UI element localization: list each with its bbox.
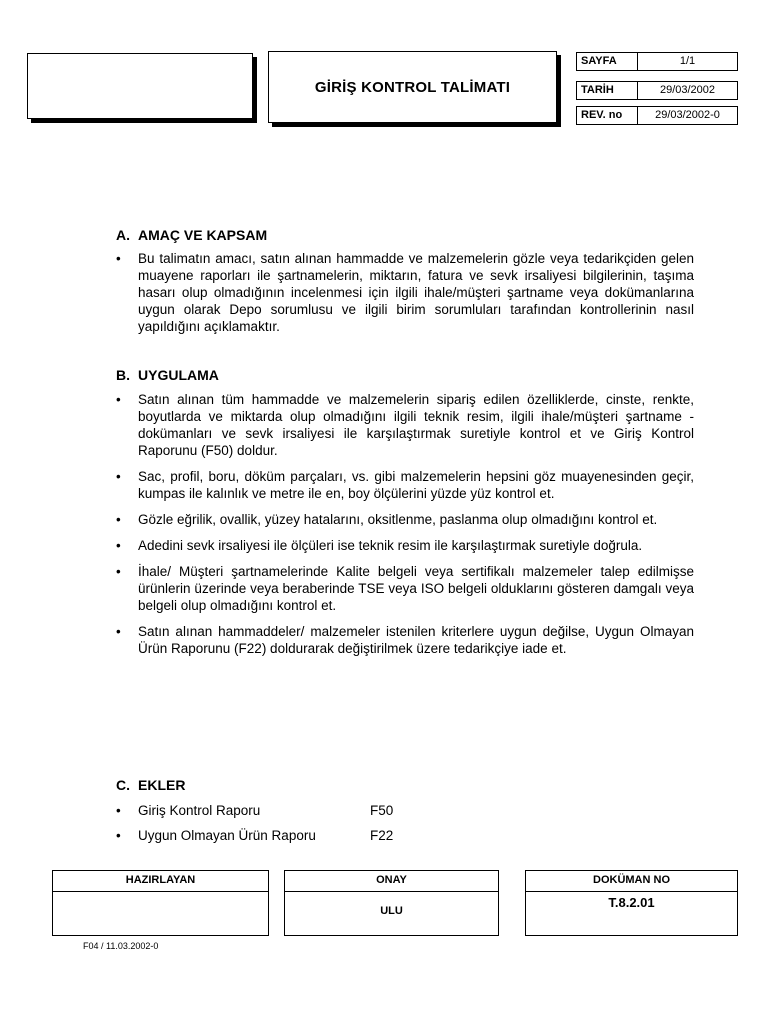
meta-label: TARİH [577, 82, 638, 99]
list-item [116, 250, 694, 335]
list-item [116, 827, 694, 844]
section-title: AMAÇ VE KAPSAM [138, 227, 268, 243]
section-title: EKLER [138, 777, 186, 793]
bullet-icon: • [116, 469, 121, 484]
signature-label: DOKÜMAN NO [526, 871, 737, 892]
meta-value: 29/03/2002-0 [655, 109, 720, 121]
bullet-icon: • [116, 538, 121, 553]
list-item-text: Satın alınan tüm hammadde ve malzemelerin sipariş edilen özelliklerde, cinste, renkte, boyutlarda ve miktarda olup olmadığını ilgili teknik resim, ilgili ihale/müşteri şartname - dokümanları ve sevk irsaliyesi ile karşılaştırmak suretiyle kontrol et ve Giriş Kontrol Raporunu (F50) doldur. [138, 392, 694, 458]
section-uygulama [116, 367, 694, 666]
signature-box-onay [284, 870, 499, 936]
form-code: F04 / 11.03.2002-0 [83, 941, 159, 951]
list-item [116, 563, 694, 614]
list-item [116, 802, 694, 819]
title-box [268, 51, 557, 123]
bullet-icon: • [116, 828, 121, 843]
meta-value: 1/1 [679, 55, 696, 67]
list-item-text: Sac, profil, boru, döküm parçaları, vs. gibi malzemelerin hepsini göz muayenesinden geçir, kumpas ile kalınlık ve metre ile en, boy ölçülerini yüzde yüz kontrol et. [138, 469, 694, 501]
bullet-list [116, 391, 694, 657]
page-title: GİRİŞ KONTROL TALİMATI [314, 78, 511, 96]
bullet-icon: • [116, 512, 121, 527]
logo-box [27, 53, 253, 119]
meta-value: 29/03/2002 [659, 84, 716, 96]
meta-label: SAYFA [577, 53, 638, 70]
bullet-icon: • [116, 392, 121, 407]
list-item-text: Satın alınan hammaddeler/ malzemeler istenilen kriterlere uygun değilse, Uygun Olmayan Ürün Raporunu (F22) doldurarak değiştirilmek üzere tedarikçiye iade et. [138, 624, 694, 656]
meta-label: REV. no [577, 107, 638, 124]
section-letter: C. [116, 777, 130, 793]
attachment-name: Uygun Olmayan Ürün Raporu [138, 828, 316, 843]
list-item-text: İhale/ Müşteri şartnamelerinde Kalite belgeli veya sertifikalı malzemeler talep edilmişse ürünlerin üzerinde veya beraberinde TSE veya ISO belgeli olduklarını gösteren damgalı veya belgeli olup olmadığını kontrol et. [138, 564, 694, 613]
list-item-text: Gözle eğrilik, ovallik, yüzey hatalarını, oksitlenme, paslanma olup olmadığını kontrol et. [138, 512, 658, 527]
bullet-icon: • [116, 803, 121, 818]
bullet-icon: • [116, 251, 121, 266]
section-title: UYGULAMA [138, 367, 219, 383]
list-item-text: Adedini sevk irsaliyesi ile ölçüleri ise teknik resim ile karşılaştırmak suretiyle doğrula. [138, 538, 643, 553]
list-item [116, 537, 694, 554]
section-letter: A. [116, 227, 130, 243]
attachment-code: F50 [370, 803, 394, 818]
list-item [116, 391, 694, 459]
list-item [116, 468, 694, 502]
bullet-icon: • [116, 564, 121, 579]
section-heading [116, 777, 694, 794]
signature-label: HAZIRLAYAN [53, 871, 268, 892]
meta-row-tarih [576, 81, 738, 100]
attachment-code: F22 [370, 828, 394, 843]
section-ekler [116, 777, 694, 852]
list-item [116, 511, 694, 528]
section-amac [116, 227, 694, 344]
signature-label: ONAY [285, 871, 498, 892]
meta-row-sayfa [576, 52, 738, 71]
section-letter: B. [116, 367, 130, 383]
document-number: T.8.2.01 [608, 895, 655, 910]
signature-box-hazirlayan [52, 870, 269, 936]
section-heading [116, 227, 694, 244]
attachment-name: Giriş Kontrol Raporu [138, 803, 261, 818]
list-item [116, 623, 694, 657]
bullet-list [116, 250, 694, 335]
bullet-icon: • [116, 624, 121, 639]
signature-box-dokuman [525, 870, 738, 936]
signature-value: ULU [380, 905, 403, 917]
meta-row-rev [576, 106, 738, 125]
list-item-text: Bu talimatın amacı, satın alınan hammadde ve malzemelerin gözle veya tedarikçiden gelen muayene raporları ile şartnamelerin, miktarın, fatura ve sevk irsaliyesi bilgilerinin, taşıma hasarı olup olmadığının incelenmesi için ilgili ihale/müşteri şartname veya dokümanlarına uygun olarak Depo sorumlusu ve ilgili birim sorumluları tarafından kontrollerinin nasıl yapıldığını açıklamaktır. [138, 251, 694, 334]
section-heading [116, 367, 694, 384]
